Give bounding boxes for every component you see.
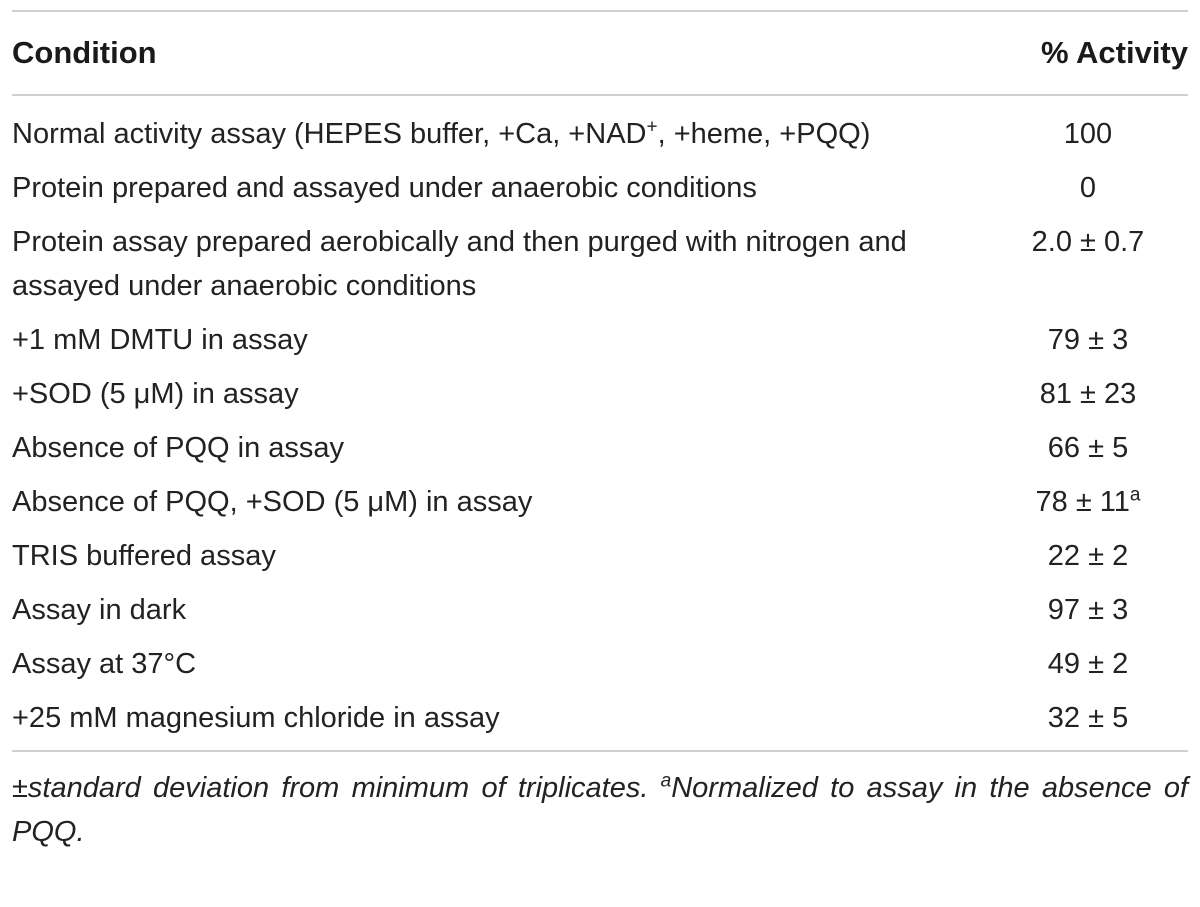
header-activity: % Activity [1040, 35, 1188, 70]
row-activity: 81 ± 23 [1039, 378, 1137, 410]
table-row [12, 112, 1188, 166]
header-condition: Condition [12, 35, 157, 70]
row-condition [12, 112, 928, 156]
row-activity: 2.0 ± 0.7 [1031, 226, 1145, 258]
row-activity: 0 [1079, 172, 1097, 204]
row-condition: TRIS buffered assay [12, 540, 276, 572]
condition-superscript: + [646, 116, 658, 138]
row-condition: Assay at 37°C [12, 648, 197, 680]
row-condition: Protein assay prepared aerobically and then purged with nitrogen and assayed under anaerobic conditions [12, 226, 907, 302]
condition-text-cont: , +heme, +PQQ) [657, 118, 871, 150]
table-row [12, 372, 1188, 426]
data-table [12, 10, 1188, 854]
row-activity [928, 480, 1188, 524]
row-condition: Absence of PQQ in assay [12, 432, 345, 464]
table-row [12, 534, 1188, 588]
condition-text: Normal activity assay (HEPES buffer, +Ca, +NAD [12, 118, 647, 150]
table-row [12, 318, 1188, 372]
footnote-text: ±standard deviation from minimum of triplicates. [12, 772, 661, 804]
table-row [12, 426, 1188, 480]
table-header-row [12, 12, 1188, 94]
row-activity: 66 ± 5 [1047, 432, 1129, 464]
table-body [12, 96, 1188, 750]
row-activity: 22 ± 2 [1047, 540, 1129, 572]
row-activity: 79 ± 3 [1047, 324, 1129, 356]
row-activity: 97 ± 3 [1047, 594, 1129, 626]
table-row [12, 588, 1188, 642]
row-activity: 32 ± 5 [1047, 702, 1129, 734]
table-row [12, 696, 1188, 750]
activity-value: 100 [1063, 118, 1113, 150]
table-row [12, 166, 1188, 220]
row-condition: Assay in dark [12, 594, 187, 626]
row-condition: Protein prepared and assayed under anaerobic conditions [12, 172, 757, 204]
row-condition: Absence of PQQ, +SOD (5 μM) in assay [12, 486, 533, 518]
activity-footnote-marker: a [1129, 484, 1141, 506]
table-row [12, 220, 1188, 318]
footnote-marker: a [660, 770, 672, 792]
row-condition: +25 mM magnesium chloride in assay [12, 702, 500, 734]
row-activity [928, 112, 1188, 156]
row-condition: +1 mM DMTU in assay [12, 324, 308, 356]
table-footnote [12, 752, 1188, 854]
footnote-text-cont: Normalized to assay in the absence of PQQ. [12, 772, 1188, 848]
table-row [12, 642, 1188, 696]
table-row [12, 480, 1188, 534]
activity-value: 78 ± 11 [1035, 486, 1130, 518]
row-condition: +SOD (5 μM) in assay [12, 378, 299, 410]
row-activity: 49 ± 2 [1047, 648, 1129, 680]
